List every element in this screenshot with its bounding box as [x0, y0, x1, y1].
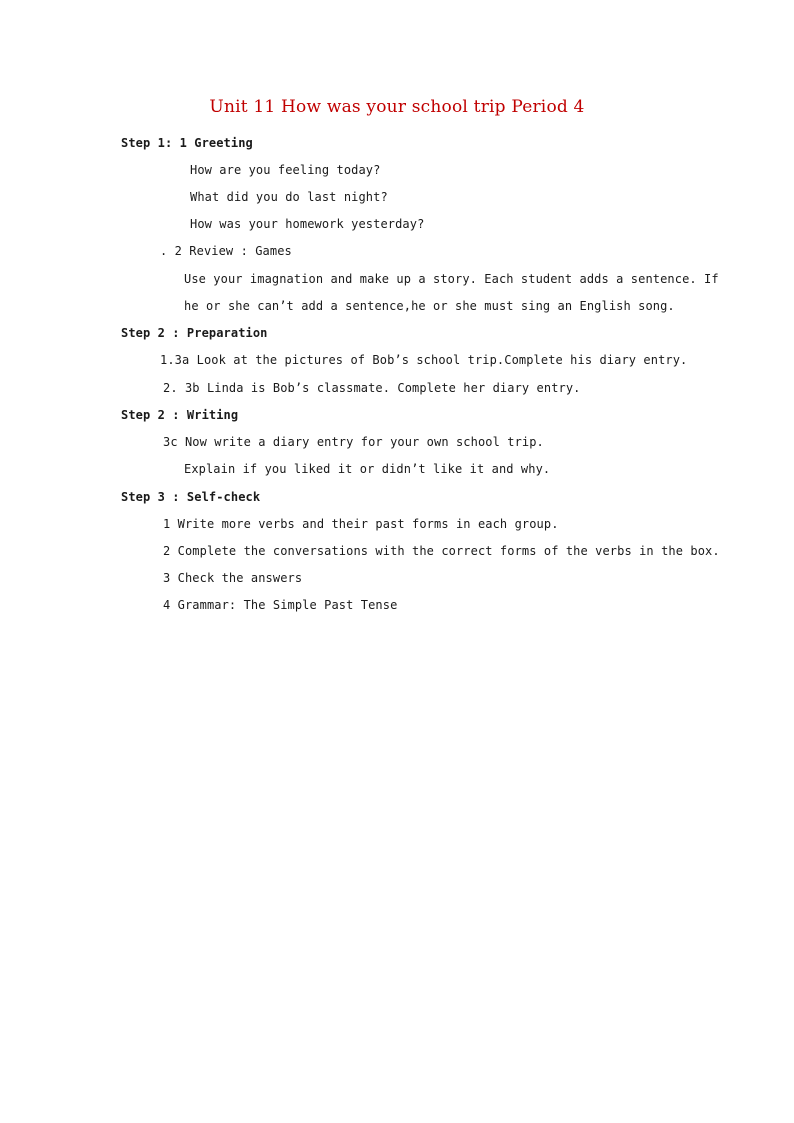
writing-item: 3c Now write a diary entry for your own school trip. — [163, 435, 544, 449]
review-text: he or she can’t add a sentence,he or she must sing an English song. — [184, 299, 675, 313]
self-check-item: 4 Grammar: The Simple Past Tense — [163, 598, 398, 612]
step2-preparation-heading: Step 2 : Preparation — [121, 326, 268, 340]
step1-heading: Step 1: 1 Greeting — [121, 136, 253, 150]
greeting-question: How are you feeling today? — [190, 163, 381, 177]
writing-item: Explain if you liked it or didn’t like it and why. — [184, 462, 551, 476]
greeting-question: How was your homework yesterday? — [190, 217, 425, 231]
preparation-item: 1.3a Look at the pictures of Bob’s school trip.Complete his diary entry. — [160, 353, 688, 367]
self-check-item: 2 Complete the conversations with the correct forms of the verbs in the box. — [163, 544, 720, 558]
document-title: Unit 11 How was your school trip Period 4 — [209, 97, 585, 117]
step2-writing-heading: Step 2 : Writing — [121, 408, 239, 422]
self-check-item: 1 Write more verbs and their past forms in each group. — [163, 517, 559, 531]
preparation-item: 2. 3b Linda is Bob’s classmate. Complete her diary entry. — [163, 381, 581, 395]
review-text: Use your imagnation and make up a story. Each student adds a sentence. If — [184, 272, 719, 286]
step3-heading: Step 3 : Self-check — [121, 490, 261, 504]
self-check-item: 3 Check the answers — [163, 571, 303, 585]
review-heading: . 2 Review : Games — [160, 244, 292, 258]
greeting-question: What did you do last night? — [190, 190, 388, 204]
